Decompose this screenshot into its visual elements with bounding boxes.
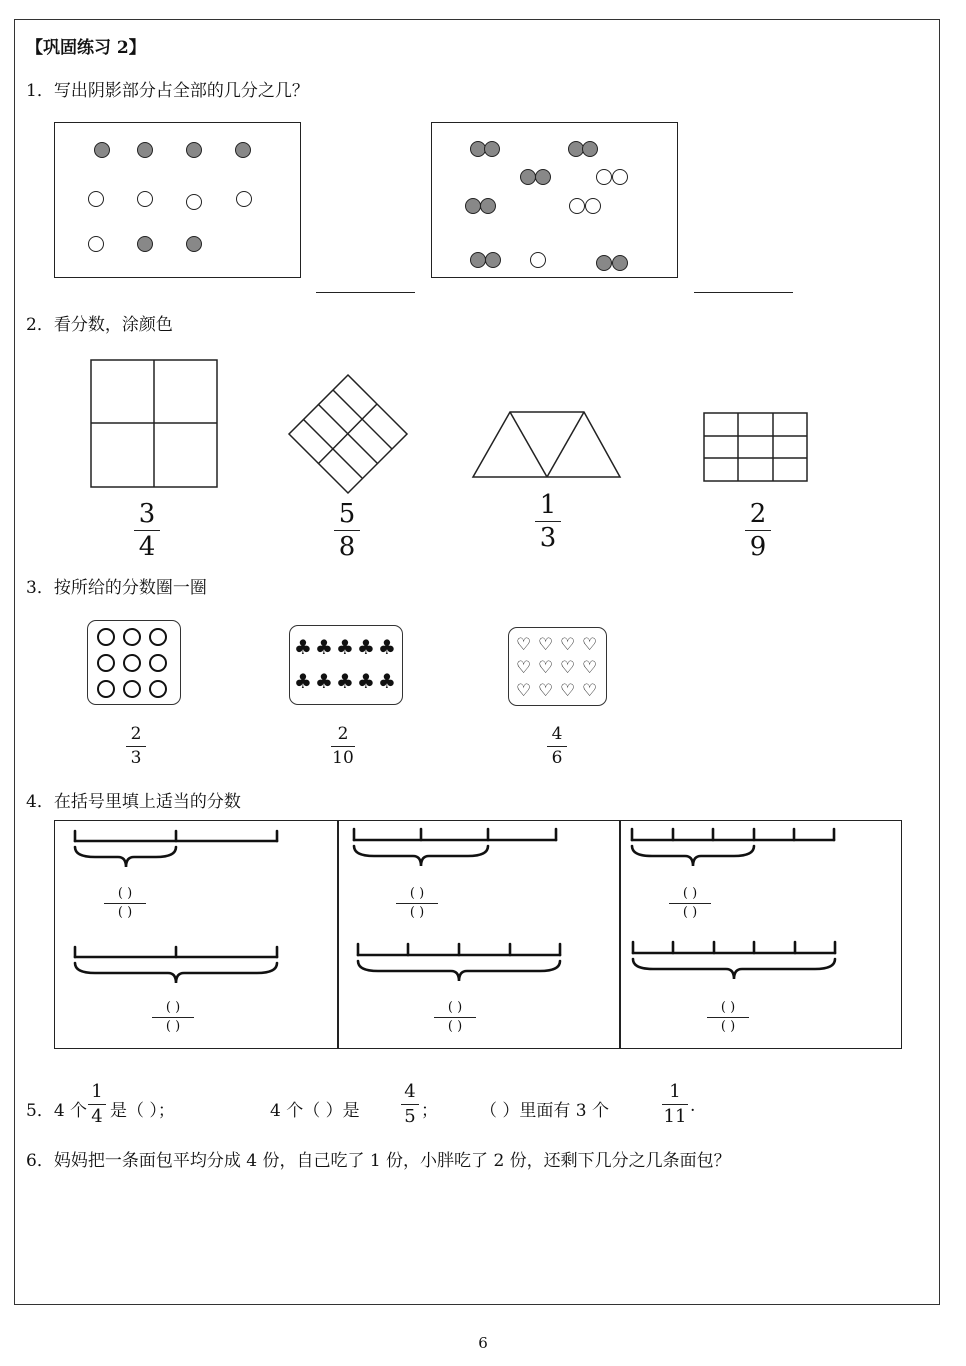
dot-empty (596, 169, 612, 185)
ring (149, 654, 167, 672)
q4-answer-1[interactable]: ( ) ( ) (104, 886, 146, 922)
ring (149, 680, 167, 698)
square-4-parts[interactable] (91, 360, 217, 487)
heart-icon: ♡ (560, 658, 576, 678)
tree-icon: ♣ (315, 635, 333, 659)
heart-icon: ♡ (516, 658, 532, 678)
q1-answer-line-1[interactable] (316, 292, 415, 293)
q5-end: . (690, 1096, 696, 1116)
ring (123, 628, 141, 646)
numerator: 2 (337, 724, 349, 744)
numerator: 2 (130, 724, 142, 744)
q3-fraction-1 (124, 726, 148, 767)
q1-answer-line-2[interactable] (694, 292, 793, 293)
heart-icon: ♡ (582, 635, 598, 655)
dot-empty (530, 252, 546, 268)
denominator: 4 (138, 532, 156, 562)
q1-text: 1．写出阴影部分占全部的几分之几？ (26, 81, 309, 101)
dot-shaded (186, 142, 202, 158)
dot-empty (186, 194, 202, 210)
q5-prefix: 5．4 个 (26, 1101, 88, 1121)
q1-box-1 (54, 122, 301, 278)
dot-empty (585, 198, 601, 214)
q2-fraction-2 (332, 501, 362, 560)
section-heading: 【巩固练习 2】 (26, 38, 146, 58)
heart-icon: ♡ (560, 635, 576, 655)
denominator: 9 (749, 532, 767, 562)
q5-semicolon: ； (421, 1101, 438, 1121)
q2-shapes (0, 340, 966, 500)
triangles-3-parts[interactable] (473, 412, 620, 477)
tree-icon: ♣ (315, 669, 333, 693)
dot-shaded (484, 141, 500, 157)
heart-icon: ♡ (538, 658, 554, 678)
q3-hearts-box[interactable] (508, 627, 607, 706)
rectangle-9-parts[interactable] (704, 413, 807, 481)
q4-answer-5[interactable]: ( ) ( ) (669, 886, 711, 922)
numerator: 3 (138, 499, 156, 529)
dot-shaded (520, 169, 536, 185)
heart-icon: ♡ (560, 681, 576, 701)
numerator: 5 (338, 499, 356, 529)
denominator: 6 (551, 748, 563, 768)
q4-answer-6[interactable]: ( ) ( ) (707, 1000, 749, 1036)
diamond-8-parts[interactable] (289, 375, 407, 493)
dot-shaded (186, 236, 202, 252)
dot-empty (612, 169, 628, 185)
q5-blank-2[interactable]: 4 个（ ）是 (270, 1101, 360, 1121)
q3-circles-box[interactable] (87, 620, 181, 705)
denominator: 3 (539, 523, 557, 553)
denominator: 8 (338, 532, 356, 562)
dot-empty (137, 191, 153, 207)
ring (97, 680, 115, 698)
page-number: 6 (478, 1334, 488, 1352)
tree-icon: ♣ (378, 669, 396, 693)
q5-fraction-1: 1 4 (88, 1083, 106, 1126)
denominator: 3 (130, 748, 142, 768)
q5-blank-1[interactable]: 是（ ）； (110, 1101, 175, 1121)
ring (149, 628, 167, 646)
tree-icon: ♣ (336, 669, 354, 693)
q3-fraction-2 (329, 726, 357, 767)
q3-trees-box[interactable] (289, 625, 403, 705)
dot-shaded (94, 142, 110, 158)
numerator: 1 (539, 490, 557, 520)
q6-text: 6．妈妈把一条面包平均分成 4 份，自己吃了 1 份，小胖吃了 2 份，还剩下几分之几条面包？ (26, 1151, 731, 1171)
dot-shaded (235, 142, 251, 158)
heart-icon: ♡ (538, 635, 554, 655)
q2-fraction-3 (533, 492, 563, 551)
tree-icon: ♣ (294, 669, 312, 693)
dot-shaded (470, 252, 486, 268)
dot-shaded (596, 255, 612, 271)
tree-icon: ♣ (336, 635, 354, 659)
heart-icon: ♡ (582, 681, 598, 701)
dot-empty (569, 198, 585, 214)
heart-icon: ♡ (582, 658, 598, 678)
q4-answer-4[interactable]: ( ) ( ) (434, 1000, 476, 1036)
dot-empty (88, 236, 104, 252)
ring (123, 680, 141, 698)
tree-icon: ♣ (357, 669, 375, 693)
heart-icon: ♡ (516, 635, 532, 655)
ring (97, 628, 115, 646)
heart-icon: ♡ (516, 681, 532, 701)
q3-text: 3．按所给的分数圈一圈 (26, 578, 207, 598)
ring (123, 654, 141, 672)
dot-shaded (582, 141, 598, 157)
q2-fraction-4 (743, 501, 773, 560)
q3-fraction-3 (545, 726, 569, 767)
q1-box-2 (431, 122, 678, 278)
dot-empty (236, 191, 252, 207)
dot-shaded (137, 236, 153, 252)
dot-shaded (465, 198, 481, 214)
dot-shaded (137, 142, 153, 158)
tree-icon: ♣ (357, 635, 375, 659)
dot-shaded (480, 198, 496, 214)
denominator: 10 (332, 748, 354, 768)
q5-blank-3[interactable]: （ ）里面有 3 个 (480, 1101, 610, 1121)
q4-answer-2[interactable]: ( ) ( ) (152, 1000, 194, 1036)
q5-fraction-3: 1 11 (663, 1081, 687, 1127)
q4-segments (0, 820, 966, 1050)
dot-shaded (612, 255, 628, 271)
q4-text: 4．在括号里填上适当的分数 (26, 792, 241, 812)
dot-shaded (535, 169, 551, 185)
q5-fraction-2: 4 5 (401, 1083, 419, 1126)
numerator: 2 (749, 499, 767, 529)
q2-text: 2．看分数，涂颜色 (26, 315, 173, 335)
heart-icon: ♡ (538, 681, 554, 701)
dot-empty (88, 191, 104, 207)
q2-fraction-1 (132, 501, 162, 560)
tree-icon: ♣ (378, 635, 396, 659)
q4-answer-3[interactable]: ( ) ( ) (396, 886, 438, 922)
dot-shaded (485, 252, 501, 268)
tree-icon: ♣ (294, 635, 312, 659)
ring (97, 654, 115, 672)
numerator: 4 (551, 724, 563, 744)
